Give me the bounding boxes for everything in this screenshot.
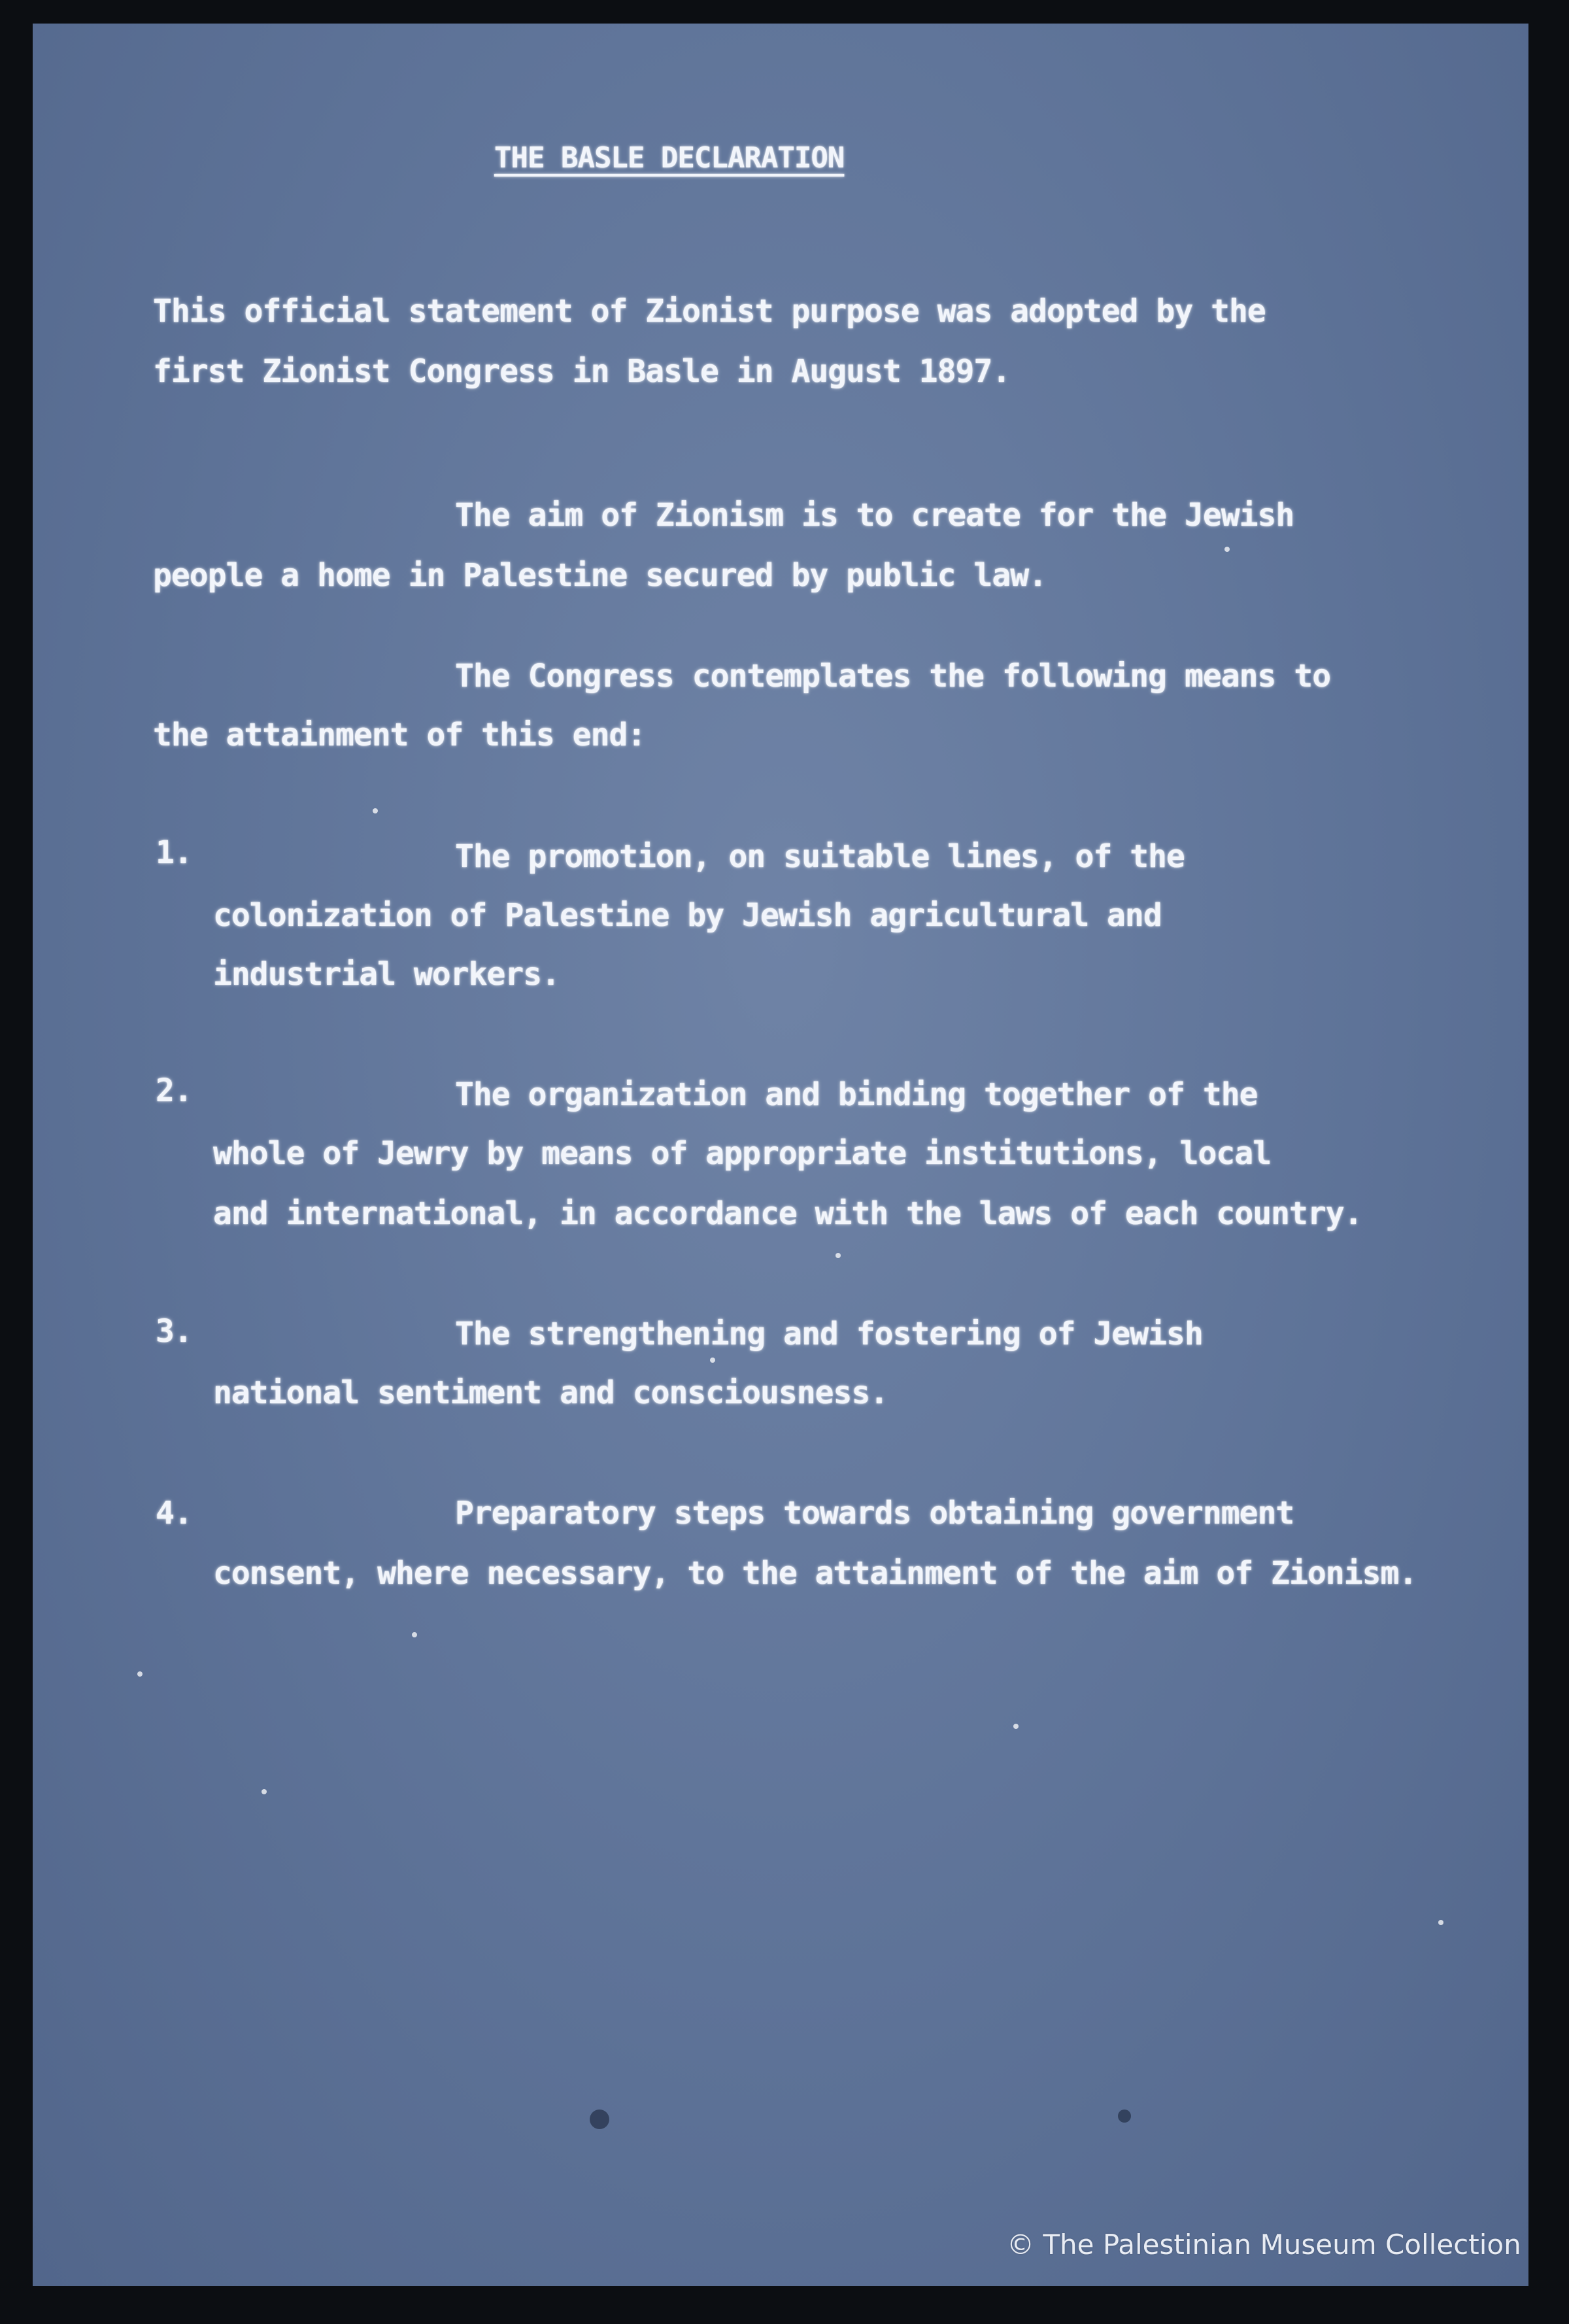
dust-speck: [710, 1358, 715, 1363]
item-3-line-1: The strengthening and fostering of Jewish: [455, 1316, 1203, 1352]
dust-speck: [137, 1671, 143, 1677]
document-text: [33, 24, 1528, 2286]
dust-speck: [835, 1253, 841, 1258]
item-4-line-2: consent, where necessary, to the attainment of the aim of Zionism.: [213, 1555, 1417, 1592]
intro-line-1: This official statement of Zionist purpose was adopted by the: [153, 293, 1266, 330]
dust-spot: [590, 2110, 609, 2129]
dust-speck: [262, 1789, 267, 1794]
means-intro-line-2: the attainment of this end:: [153, 717, 646, 753]
item-1-line-3: industrial workers.: [213, 956, 560, 993]
dust-speck: [1224, 547, 1230, 552]
dust-speck: [1013, 1724, 1019, 1729]
aim-line-1: The aim of Zionism is to create for the Jewish: [455, 497, 1294, 534]
dust-speck: [1438, 1920, 1443, 1925]
item-3-line-2: national sentiment and consciousness.: [213, 1375, 888, 1411]
aim-line-2: people a home in Palestine secured by public law.: [153, 557, 1047, 594]
dust-speck: [373, 808, 378, 813]
collection-credit: © The Palestinian Museum Collection: [1007, 2229, 1521, 2261]
item-1-line-2: colonization of Palestine by Jewish agricultural and: [213, 897, 1162, 934]
item-2-line-3: and international, in accordance with the laws of each country.: [213, 1195, 1362, 1232]
item-1-number: 1.: [156, 834, 192, 871]
means-intro-line-1: The Congress contemplates the following means to: [455, 658, 1331, 694]
slide-photo: [33, 24, 1528, 2286]
dust-speck: [412, 1632, 417, 1637]
item-1-line-1: The promotion, on suitable lines, of the: [455, 838, 1185, 875]
item-4-line-1: Preparatory steps towards obtaining government: [455, 1495, 1294, 1531]
item-2-line-1: The organization and binding together of the: [455, 1076, 1258, 1113]
item-2-line-2: whole of Jewry by means of appropriate institutions, local: [213, 1135, 1272, 1172]
dust-spot: [1118, 2110, 1131, 2123]
item-3-number: 3.: [156, 1313, 192, 1350]
intro-line-2: first Zionist Congress in Basle in August 1897.: [153, 353, 1011, 390]
item-4-number: 4.: [156, 1495, 192, 1531]
document-title: THE BASLE DECLARATION: [494, 141, 845, 175]
item-2-number: 2.: [156, 1072, 192, 1109]
